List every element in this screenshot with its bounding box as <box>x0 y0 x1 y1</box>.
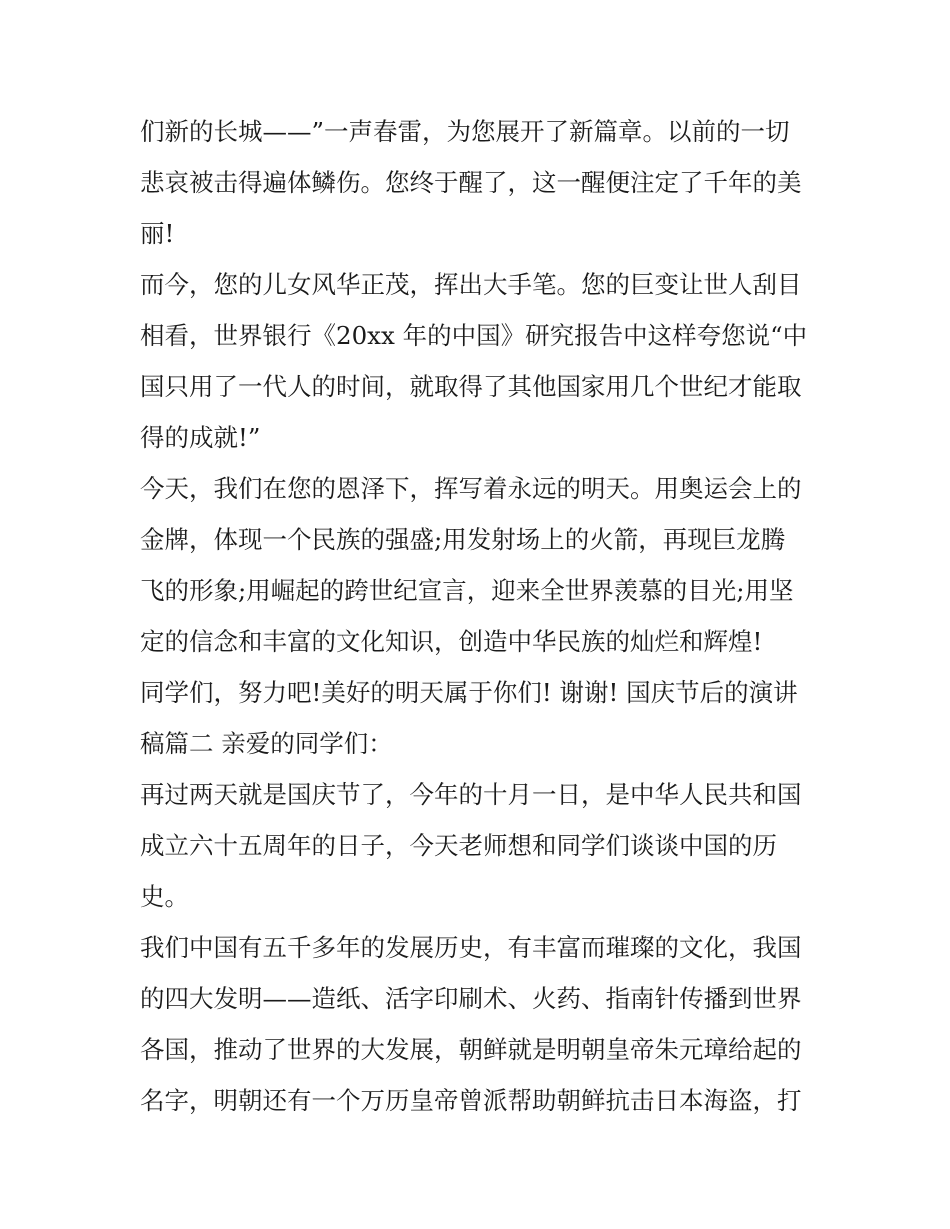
text-line: 飞的形象;用崛起的跨世纪宣言，迎来全世界羡慕的目光;用坚 <box>140 576 794 605</box>
text-line: 相看，世界银行《20xx 年的中国》研究报告中这样夸您说“中 <box>140 321 808 350</box>
text-line: 稿篇二 亲爱的同学们： <box>140 729 393 758</box>
text-line: 名字，明朝还有一个万历皇帝曾派帮助朝鲜抗击日本海盗，打 <box>140 1086 802 1115</box>
text-line: 金牌，体现一个民族的强盛;用发射场上的火箭，再现巨龙腾 <box>140 525 786 554</box>
text-line: 成立六十五周年的日子，今天老师想和同学们谈谈中国的历 <box>140 831 777 860</box>
text-line: 而今，您的儿女风华正茂，挥出大手笔。您的巨变让世人刮目 <box>140 270 802 299</box>
text-line: 国只用了一代人的时间，就取得了其他国家用几个世纪才能取 <box>140 372 802 401</box>
text-line: 丽! <box>140 219 175 248</box>
text-line: 同学们，努力吧!美好的明天属于你们! 谢谢! 国庆节后的演讲 <box>140 678 798 707</box>
text-line: 我们中国有五千多年的发展历史，有丰富而璀璨的文化，我国 <box>140 933 802 962</box>
text-line: 各国，推动了世界的大发展，朝鲜就是明朝皇帝朱元璋给起的 <box>140 1035 802 1064</box>
text-line: 得的成就!” <box>140 423 261 452</box>
text-line: 悲哀被击得遍体鳞伤。您终于醒了，这一醒便注定了千年的美 <box>140 168 802 197</box>
text-line: 的四大发明——造纸、活字印刷术、火药、指南针传播到世界 <box>140 984 802 1013</box>
text-line: 们新的长城——”一声春雷，为您展开了新篇章。以前的一切 <box>140 117 790 146</box>
text-line: 史。 <box>140 882 189 911</box>
text-line: 定的信念和丰富的文化知识，创造中华民族的灿烂和辉煌! <box>140 627 763 656</box>
document-body <box>140 106 820 1126</box>
text-line: 再过两天就是国庆节了，今年的十月一日，是中华人民共和国 <box>140 780 802 809</box>
text-line: 今天，我们在您的恩泽下，挥写着永远的明天。用奥运会上的 <box>140 474 802 503</box>
